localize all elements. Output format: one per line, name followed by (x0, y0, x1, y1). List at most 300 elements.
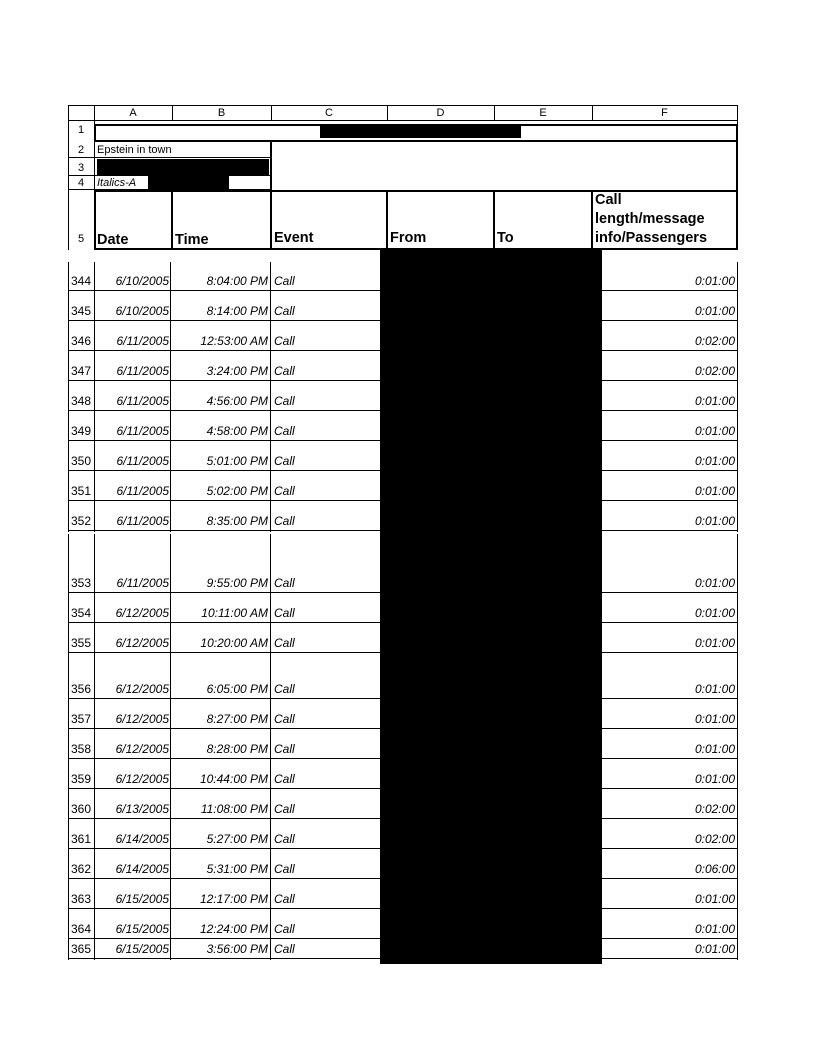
grid-rownum-left (68, 730, 69, 760)
grid-right (737, 700, 738, 730)
grid-row5-col-divider (591, 192, 593, 250)
call-length-cell: 0:01:00 (694, 606, 735, 620)
grid-right (737, 624, 738, 654)
header-from: From (390, 230, 427, 246)
grid-rownum-right (94, 910, 95, 940)
grid-time-right (270, 594, 271, 624)
grid-rownum-right (94, 472, 95, 502)
grid-rownum-right (94, 880, 95, 910)
grid-row-bottom-right (602, 320, 738, 321)
grid-rownum-right (94, 382, 95, 412)
event-cell: Call (274, 712, 295, 726)
event-cell: Call (274, 832, 295, 846)
grid-row-bottom-right (602, 758, 738, 759)
grid-row5-top (94, 190, 738, 192)
date-cell: 6/12/2005 (115, 712, 169, 726)
grid-rownum-4 (68, 189, 95, 190)
date-cell: 6/11/2005 (116, 454, 169, 468)
grid-date-right (170, 820, 171, 850)
event-cell: Call (274, 576, 295, 590)
grid-rownum-left (68, 940, 69, 960)
grid-row5-left (94, 192, 96, 250)
call-length-cell: 0:01:00 (694, 682, 735, 696)
grid-row-bottom-left (94, 592, 380, 593)
event-cell: Call (274, 682, 295, 696)
grid-col-letter-divider (494, 105, 495, 120)
time-cell: 4:58:00 PM (206, 424, 268, 438)
grid-time-right (270, 412, 271, 442)
date-cell: 6/13/2005 (115, 802, 169, 816)
grid-row-bottom-right (602, 908, 738, 909)
legend-italics: Italics-A (97, 177, 137, 189)
grid-rownum-right (94, 322, 95, 352)
row-number: 364 (70, 922, 92, 936)
grid-rownum-right (94, 502, 95, 532)
grid-rownum-bottom (68, 530, 94, 531)
grid-row-bottom-right (602, 878, 738, 879)
event-cell: Call (274, 484, 295, 498)
grid-row-bottom-left (94, 440, 380, 441)
grid-rownum-left (68, 472, 69, 502)
grid-left (68, 105, 69, 250)
grid-rownum-left (68, 534, 69, 594)
column-header-c: C (325, 107, 333, 119)
time-cell: 12:17:00 PM (199, 892, 268, 906)
event-cell: Call (274, 606, 295, 620)
grid-date-right (170, 472, 171, 502)
grid-right (737, 262, 738, 292)
grid-rownum-left (68, 624, 69, 654)
grid-row-bottom-right (602, 938, 738, 939)
grid-rownum-bottom (68, 622, 94, 623)
grid-row-bottom-left (94, 652, 380, 653)
grid-time-right (270, 534, 271, 594)
grid-date-right (170, 760, 171, 790)
call-length-cell: 0:01:00 (694, 742, 735, 756)
grid-time-right (270, 442, 271, 472)
call-length-cell: 0:01:00 (694, 454, 735, 468)
grid-row-bottom-left (94, 878, 380, 879)
date-cell: 6/12/2005 (115, 682, 169, 696)
grid-time-right (270, 502, 271, 532)
redaction-from-to-columns (380, 250, 602, 964)
grid-rownum-left (68, 594, 69, 624)
header-call-length-line2: length/message (595, 211, 705, 227)
date-cell: 6/11/2005 (116, 424, 169, 438)
grid-rownum-left (68, 760, 69, 790)
grid-time-right (270, 624, 271, 654)
header-call-length-line3: info/Passengers (595, 230, 708, 246)
row-number: 360 (70, 802, 92, 816)
time-cell: 8:28:00 PM (206, 742, 268, 756)
row-number: 345 (70, 304, 92, 318)
header-date: Date (97, 232, 129, 248)
grid-date-right (170, 594, 171, 624)
call-length-cell: 0:02:00 (694, 334, 735, 348)
grid-row1-right (736, 124, 738, 142)
grid-rownum-left (68, 880, 69, 910)
grid-right (737, 910, 738, 940)
grid-rownum-left (68, 262, 69, 292)
event-cell: Call (274, 274, 295, 288)
grid-rownum-right (94, 940, 95, 960)
event-cell: Call (274, 742, 295, 756)
date-cell: 6/11/2005 (116, 364, 169, 378)
grid-row1-left (94, 124, 96, 142)
grid-time-right (270, 352, 271, 382)
grid-right (737, 534, 738, 594)
column-header-a: A (129, 107, 137, 119)
grid-colhdr-bottom (68, 120, 738, 121)
row-number: 354 (70, 606, 92, 620)
time-cell: 9:55:00 PM (206, 576, 268, 590)
row-number: 358 (70, 742, 92, 756)
time-cell: 8:14:00 PM (206, 304, 268, 318)
row-number: 347 (70, 364, 92, 378)
grid-rownum-right (94, 412, 95, 442)
event-cell: Call (274, 802, 295, 816)
call-length-cell: 0:01:00 (694, 892, 735, 906)
grid-right (737, 472, 738, 502)
date-cell: 6/15/2005 (115, 942, 169, 956)
row-number-4: 4 (77, 177, 85, 189)
grid-rownum-bottom (68, 592, 94, 593)
grid-date-right (170, 850, 171, 880)
row-number: 355 (70, 636, 92, 650)
grid-rownum-right (94, 624, 95, 654)
grid-row-bottom-left (94, 938, 380, 939)
grid-time-right (270, 654, 271, 700)
grid-right (737, 382, 738, 412)
time-cell: 6:05:00 PM (206, 682, 268, 696)
grid-right (737, 322, 738, 352)
time-cell: 8:04:00 PM (206, 274, 268, 288)
grid-date-right (170, 624, 171, 654)
date-cell: 6/11/2005 (116, 394, 169, 408)
grid-col-letter-divider (271, 105, 272, 120)
redaction-row3-legend (97, 159, 269, 176)
grid-row-bottom-right (602, 500, 738, 501)
grid-rownum-bottom (68, 440, 94, 441)
date-cell: 6/11/2005 (116, 484, 169, 498)
grid-rownum-left (68, 820, 69, 850)
grid-row-bottom-right (602, 290, 738, 291)
call-length-cell: 0:01:00 (694, 484, 735, 498)
grid-rownum-bottom (68, 908, 94, 909)
row-number: 356 (70, 682, 92, 696)
grid-row-bottom-right (602, 652, 738, 653)
date-cell: 6/11/2005 (116, 514, 169, 528)
column-header-e: E (539, 107, 547, 119)
time-cell: 3:24:00 PM (206, 364, 268, 378)
grid-row-bottom-left (94, 380, 380, 381)
event-cell: Call (274, 454, 295, 468)
grid-row-bottom-right (602, 848, 738, 849)
grid-time-right (270, 760, 271, 790)
grid-rownum-left (68, 502, 69, 532)
date-cell: 6/12/2005 (115, 772, 169, 786)
grid-right (737, 850, 738, 880)
date-cell: 6/12/2005 (115, 636, 169, 650)
row-number: 361 (70, 832, 92, 846)
row-number-3: 3 (77, 162, 85, 174)
grid-rownum-left (68, 292, 69, 322)
grid-rownum-right (94, 850, 95, 880)
grid-row-bottom-left (94, 622, 380, 623)
time-cell: 3:56:00 PM (206, 942, 268, 956)
call-length-cell: 0:01:00 (694, 274, 735, 288)
grid-rownum-bottom (68, 500, 94, 501)
event-cell: Call (274, 334, 295, 348)
row-number-2: 2 (77, 144, 85, 156)
grid-rownum-right (94, 292, 95, 322)
event-cell: Call (274, 772, 295, 786)
call-length-cell: 0:01:00 (694, 942, 735, 956)
row-number: 348 (70, 394, 92, 408)
time-cell: 10:20:00 AM (200, 636, 268, 650)
grid-row-bottom-right (602, 958, 738, 959)
grid-row2-bottom (94, 157, 271, 158)
grid-row-bottom-right (602, 470, 738, 471)
grid-rownum-bottom (68, 470, 94, 471)
event-cell: Call (274, 304, 295, 318)
date-cell: 6/15/2005 (115, 892, 169, 906)
grid-row-bottom-left (94, 728, 380, 729)
grid-row5-col-divider (386, 192, 388, 250)
grid-time-right (270, 880, 271, 910)
grid-row5-right (736, 192, 738, 250)
grid-row-bottom-right (602, 622, 738, 623)
grid-col-letter-divider (172, 105, 173, 120)
call-length-cell: 0:02:00 (694, 802, 735, 816)
grid-rownum-left (68, 322, 69, 352)
time-cell: 12:24:00 PM (199, 922, 268, 936)
row-number: 349 (70, 424, 92, 438)
grid-date-right (170, 412, 171, 442)
grid-row-bottom-right (602, 698, 738, 699)
grid-right (737, 352, 738, 382)
time-cell: 5:27:00 PM (206, 832, 268, 846)
grid-date-right (170, 534, 171, 594)
grid-rownum-bottom (68, 350, 94, 351)
time-cell: 8:35:00 PM (206, 514, 268, 528)
grid-date-right (170, 880, 171, 910)
event-cell: Call (274, 514, 295, 528)
grid-right (737, 502, 738, 532)
row-number: 352 (70, 514, 92, 528)
grid-rownum-bottom (68, 878, 94, 879)
grid-date-right (170, 730, 171, 760)
date-cell: 6/10/2005 (115, 274, 169, 288)
grid-col-letter-divider (387, 105, 388, 120)
header-call-length-line1: Call (595, 192, 622, 208)
call-length-cell: 0:01:00 (694, 712, 735, 726)
call-length-cell: 0:01:00 (694, 922, 735, 936)
grid-rownum-bottom (68, 848, 94, 849)
grid-row-bottom-left (94, 530, 380, 531)
grid-legend-right (270, 142, 272, 190)
grid-rownum-bottom (68, 818, 94, 819)
grid-rownum-left (68, 654, 69, 700)
grid-rownum-right (94, 352, 95, 382)
time-cell: 8:27:00 PM (206, 712, 268, 726)
event-cell: Call (274, 424, 295, 438)
call-length-cell: 0:01:00 (694, 576, 735, 590)
event-cell: Call (274, 394, 295, 408)
grid-date-right (170, 790, 171, 820)
grid-rownum-bottom (68, 788, 94, 789)
grid-row-bottom-left (94, 758, 380, 759)
call-length-cell: 0:02:00 (694, 364, 735, 378)
grid-rownum-bottom (68, 728, 94, 729)
time-cell: 5:02:00 PM (206, 484, 268, 498)
grid-rownum-bottom (68, 652, 94, 653)
grid-rownum-left (68, 700, 69, 730)
grid-row-bottom-left (94, 698, 380, 699)
event-cell: Call (274, 922, 295, 936)
row-number: 350 (70, 454, 92, 468)
date-cell: 6/12/2005 (115, 742, 169, 756)
grid-time-right (270, 790, 271, 820)
header-event: Event (274, 230, 314, 246)
date-cell: 6/14/2005 (115, 832, 169, 846)
grid-row-bottom-right (602, 818, 738, 819)
grid-row5-col-divider (270, 192, 272, 250)
grid-row-bottom-left (94, 958, 380, 959)
grid-date-right (170, 292, 171, 322)
event-cell: Call (274, 942, 295, 956)
grid-rownum-left (68, 442, 69, 472)
grid-rownum-right (94, 594, 95, 624)
grid-right (737, 442, 738, 472)
grid-row-bottom-left (94, 908, 380, 909)
grid-row-bottom-left (94, 290, 380, 291)
grid-rownum-bottom (68, 410, 94, 411)
grid-right (737, 820, 738, 850)
grid-row-bottom-left (94, 470, 380, 471)
grid-row-bottom-left (94, 818, 380, 819)
grid-date-right (170, 502, 171, 532)
call-length-cell: 0:01:00 (694, 424, 735, 438)
grid-rownum-left (68, 352, 69, 382)
grid-rownum-left (68, 850, 69, 880)
time-cell: 10:11:00 AM (201, 606, 268, 620)
grid-time-right (270, 472, 271, 502)
call-length-cell: 0:01:00 (694, 772, 735, 786)
grid-rownum-bottom (68, 320, 94, 321)
grid-rownum-right (94, 790, 95, 820)
legend-epstein-in-town: Epstein in town (97, 144, 172, 156)
grid-row-bottom-right (602, 728, 738, 729)
grid-legend-area-right (736, 142, 738, 192)
row-number: 344 (70, 274, 92, 288)
grid-rownum-left (68, 412, 69, 442)
grid-col-letter-divider (592, 105, 593, 120)
grid-row5-col-divider (493, 192, 495, 250)
grid-right (737, 940, 738, 960)
row-number: 359 (70, 772, 92, 786)
date-cell: 6/14/2005 (115, 862, 169, 876)
grid-right (737, 880, 738, 910)
grid-date-right (170, 352, 171, 382)
time-cell: 5:01:00 PM (206, 454, 268, 468)
time-cell: 12:53:00 AM (200, 334, 268, 348)
grid-rownum-right (94, 534, 95, 594)
grid-row-bottom-right (602, 410, 738, 411)
grid-row-bottom-right (602, 592, 738, 593)
call-length-cell: 0:01:00 (694, 636, 735, 650)
row-number: 357 (70, 712, 92, 726)
grid-date-right (170, 322, 171, 352)
call-length-cell: 0:01:00 (694, 304, 735, 318)
grid-row-bottom-right (602, 350, 738, 351)
row-number: 351 (70, 484, 92, 498)
grid-right (737, 730, 738, 760)
grid-right (737, 790, 738, 820)
call-length-cell: 0:06:00 (694, 862, 735, 876)
grid-rownum-bottom (68, 380, 94, 381)
grid-date-right (170, 910, 171, 940)
grid-right (737, 594, 738, 624)
grid-time-right (270, 850, 271, 880)
grid-time-right (270, 262, 271, 292)
grid-row-bottom-left (94, 410, 380, 411)
row-number: 365 (70, 942, 92, 956)
grid-rownum-left (68, 382, 69, 412)
grid-row-bottom-right (602, 530, 738, 531)
grid-date-right (170, 442, 171, 472)
grid-time-right (270, 292, 271, 322)
row-number: 346 (70, 334, 92, 348)
grid-rownum-right (94, 442, 95, 472)
date-cell: 6/11/2005 (116, 334, 169, 348)
redaction-title (320, 124, 521, 138)
grid-rownum-right (94, 820, 95, 850)
time-cell: 4:56:00 PM (206, 394, 268, 408)
grid-rownum-bottom (68, 290, 94, 291)
grid-right (737, 654, 738, 700)
grid-rownum-right (94, 760, 95, 790)
date-cell: 6/12/2005 (115, 606, 169, 620)
grid-right (737, 292, 738, 322)
grid-time-right (270, 700, 271, 730)
row-number: 353 (70, 576, 92, 590)
grid-rownum-bottom (68, 958, 94, 959)
grid-rownum-right (94, 700, 95, 730)
grid-rownum-2 (68, 157, 95, 158)
grid-row-bottom-left (94, 350, 380, 351)
column-header-b: B (217, 107, 226, 119)
date-cell: 6/11/2005 (116, 576, 169, 590)
event-cell: Call (274, 636, 295, 650)
row-number-5: 5 (77, 233, 85, 245)
grid-top (68, 105, 738, 106)
grid-row-bottom-left (94, 500, 380, 501)
grid-time-right (270, 820, 271, 850)
grid-row-bottom-left (94, 320, 380, 321)
header-time: Time (175, 232, 209, 248)
grid-date-right (170, 262, 171, 292)
time-cell: 5:31:00 PM (206, 862, 268, 876)
grid-date-right (170, 382, 171, 412)
date-cell: 6/15/2005 (115, 922, 169, 936)
grid-rownum-right (94, 262, 95, 292)
grid-row-bottom-right (602, 788, 738, 789)
grid-row5-col-divider (171, 192, 173, 250)
grid-row-bottom-right (602, 380, 738, 381)
row-number-1: 1 (77, 124, 85, 136)
event-cell: Call (274, 364, 295, 378)
